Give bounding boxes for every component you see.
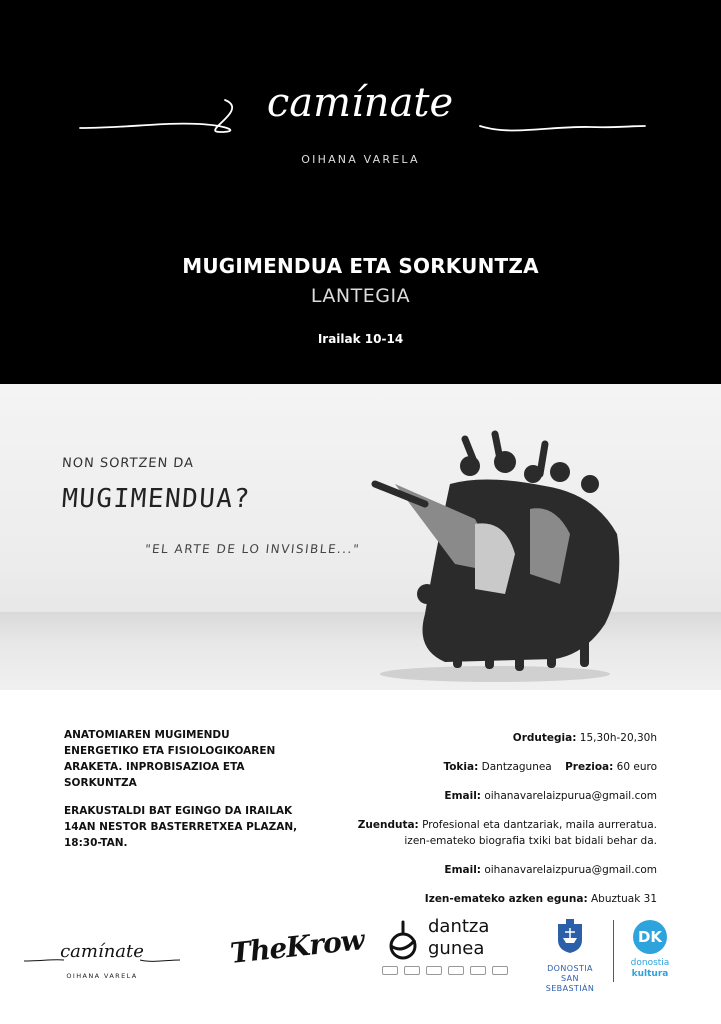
footer-logo-text: camínate <box>60 941 144 962</box>
dancers-photo <box>0 384 721 690</box>
dancers-illustration <box>355 424 655 684</box>
email-value[interactable]: oihanavarelaizpurua@gmail.com <box>484 790 657 802</box>
caminate-logo <box>70 70 650 150</box>
sponsor-logo <box>492 966 508 975</box>
sponsor-logo <box>404 966 420 975</box>
donostia-kultura-logo <box>620 920 680 980</box>
donostia-line1: DONOSTIA <box>547 964 593 973</box>
question-line1: NON SORTZEN DA <box>61 456 195 471</box>
dantzagunea-wordmark <box>428 916 489 960</box>
poster-header <box>0 0 721 384</box>
deadline-value: Abuztuak 31 <box>591 893 657 905</box>
place-value: Dantzagunea <box>481 761 552 773</box>
audience-row <box>317 817 657 849</box>
email2-row <box>317 862 657 878</box>
email-row <box>317 788 657 804</box>
description-paragraph: ANATOMIAREN MUGIMENDU ENERGETIKO ETA FISIOLOGIKOAREN ARAKETA. INPROBISAZIOA ETA SORKUNTZA <box>64 729 276 789</box>
thekrow-logo: TheKrow <box>228 923 366 970</box>
sponsor-logo <box>470 966 486 975</box>
email-label: Email: <box>444 790 481 802</box>
dk-line2 <box>620 969 680 980</box>
sponsor-logos <box>382 966 508 975</box>
logo-divider <box>613 920 614 982</box>
poster-subtitle: LANTEGIA <box>310 285 411 307</box>
footer-caminate-subtitle: OIHANA VARELA <box>66 972 138 980</box>
dantza-line1: dantza <box>428 916 490 937</box>
audience-note: izen-emateko biografia txiki bat bidali behar da. <box>404 835 657 847</box>
schedule-row <box>317 730 657 746</box>
deadline-row <box>317 891 657 907</box>
footer-caminate-logo <box>22 935 182 971</box>
dk-mark-icon: DK <box>633 920 667 954</box>
sponsor-logo <box>426 966 442 975</box>
sponsor-logo <box>448 966 464 975</box>
dantzagunea-icon <box>385 918 421 962</box>
email2-value[interactable]: oihanavarelaizpurua@gmail.com <box>484 864 657 876</box>
workshop-dates: Irailak 10-14 <box>317 332 404 346</box>
logo-subtitle: OIHANA VARELA <box>301 153 420 166</box>
place-price-row <box>317 759 657 775</box>
donostia-logo <box>540 918 600 994</box>
logo-text: camínate <box>266 80 454 126</box>
place-label: Tokia: <box>443 761 479 773</box>
price-value: 60 euro <box>616 761 657 773</box>
dk-line1: donostia <box>630 958 670 968</box>
donostia-line2: SAN SEBASTIÁN <box>545 974 595 993</box>
question-line2: MUGIMENDUA? <box>60 484 252 514</box>
dantza-line2: gunea <box>428 938 485 959</box>
donostia-shield-icon <box>555 918 585 954</box>
workshop-description <box>64 727 304 863</box>
dk-line2-text: kultura <box>631 969 669 979</box>
schedule-label: Ordutegia: <box>512 732 577 744</box>
quote-text: "EL ARTE DE LO INVISIBLE..." <box>144 542 361 556</box>
performance-paragraph: ERAKUSTALDI BAT EGINGO DA IRAILAK 14AN NESTOR BASTERRETXEA PLAZAN, 18:30-TAN. <box>64 805 298 849</box>
poster-title: MUGIMENDUA ETA SORKUNTZA <box>182 254 539 278</box>
sponsor-logo <box>382 966 398 975</box>
price-label: Prezioa: <box>565 761 614 773</box>
schedule-value: 15,30h-20,30h <box>579 732 657 744</box>
audience-label: Zuenduta: <box>357 819 419 831</box>
workshop-details <box>317 730 657 920</box>
email2-label: Email: <box>444 864 481 876</box>
deadline-label: Izen-emateko azken eguna: <box>424 893 588 905</box>
audience-value: Profesional eta dantzariak, maila aurreratua. <box>422 819 657 831</box>
